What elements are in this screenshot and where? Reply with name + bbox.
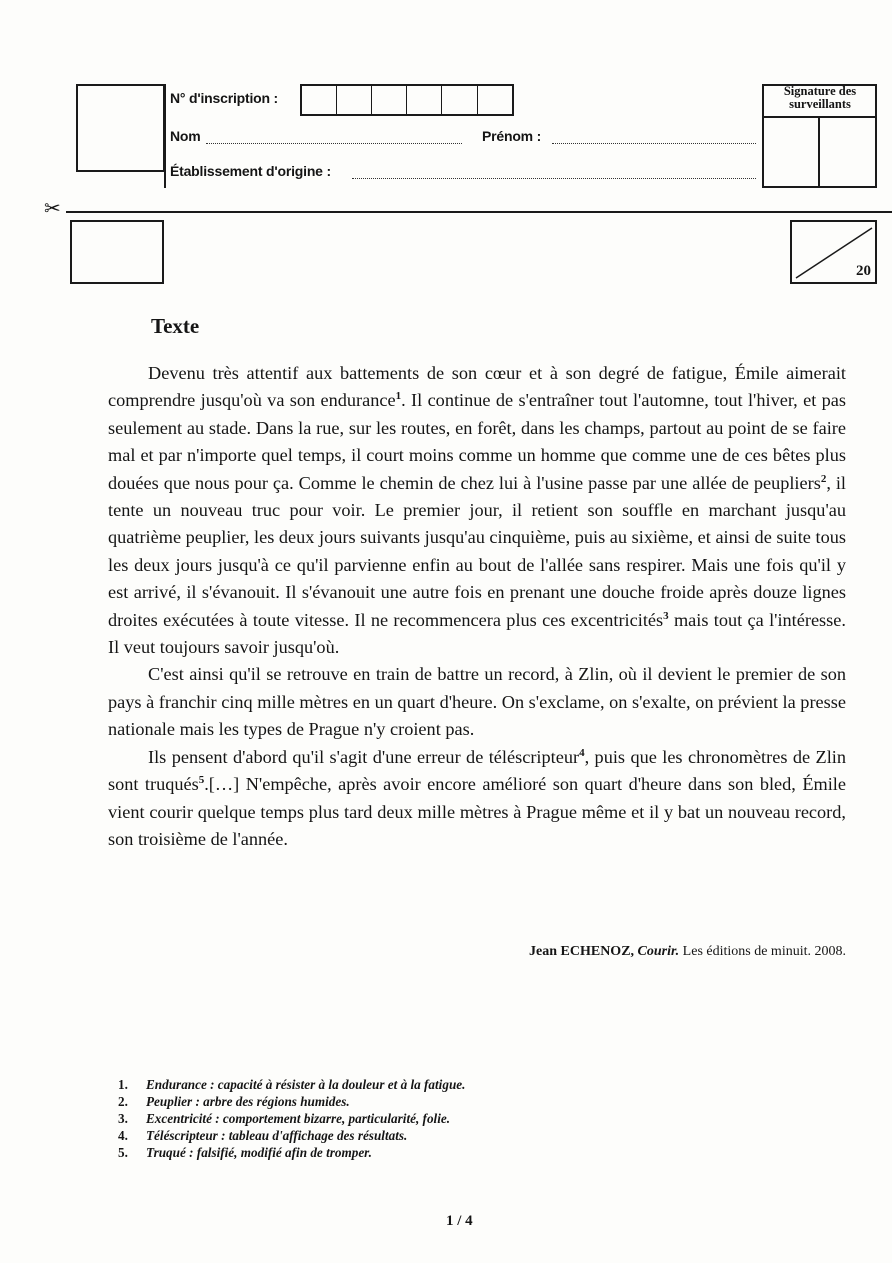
signature-label: Signature des surveillants [783, 84, 857, 111]
citation-author: Jean ECHENOZ, [529, 944, 635, 959]
citation [529, 944, 846, 960]
footnote-ref: 4 [579, 746, 585, 759]
paragraph-2: C'est ainsi qu'il se retrouve en train de battre un record, à Zlin, où il devient le premier de son pays à franchir cinq mille mètres en un quart d'heure. On s'exclame, on s'exalte, on prévient la presse nationale mais les types de Prague n'y croient pas. [108, 664, 846, 740]
score-box [790, 220, 877, 284]
score-total: 20 [856, 263, 871, 279]
footnote-item: 5. Truqué : falsifié, modifié afin de tromper. [118, 1145, 372, 1160]
etablissement-label: Établissement d'origine : [170, 163, 331, 179]
signature-col-divider [818, 116, 820, 188]
citation-publisher: Les éditions de minuit. 2008. [682, 944, 846, 959]
page-number: 1 / 4 [446, 1213, 473, 1229]
section-title: Texte [151, 314, 200, 338]
inscription-label: N° d'inscription : [170, 90, 278, 106]
nom-label: Nom [170, 128, 201, 144]
cut-line [66, 211, 892, 213]
scissors-icon: ✂ [44, 198, 61, 220]
footnote-item: 3. Excentricité : comportement bizarre, particularité, folie. [118, 1111, 451, 1126]
code-box [70, 220, 164, 284]
header-info-border [164, 84, 166, 188]
text-body [108, 360, 846, 853]
etablissement-field[interactable] [352, 178, 756, 179]
paragraph-3: Ils pensent d'abord qu'il s'agit d'une erreur de téléscripteur$^4$, puis que les chronomètres de Zlin sont truqués$^5$.[…] N'empêche, après avoir encore amélioré son quart d'heure dans son bled, Émile vient courir quelque temps plus tard deux mille mètres à Prague même et il y bat un nouveau record, son troisième de l'année. [108, 746, 846, 849]
footnote-item: 2. Peuplier : arbre des régions humides. [118, 1094, 350, 1109]
footnote-item: 4. Téléscripteur : tableau d'affichage des résultats. [118, 1128, 408, 1143]
footnote-ref: 1 [395, 390, 402, 403]
inscription-digit-cell [406, 84, 442, 116]
signature-divider [762, 116, 877, 118]
inscription-digit-cell [371, 84, 407, 116]
prenom-label: Prénom : [482, 128, 542, 144]
header-left-box [76, 84, 165, 172]
paragraph-1: Devenu très attentif aux battements de son cœur et à son degré de fatigue, Émile aimerait comprendre jusqu'où va son endurance$^1$. Il continue de s'entraîner tout l'automne, tout l'hiver, et pas seulement au stade. Dans la rue, sur les routes, en forêt, dans les champs, partout au point de se faire mal et par n'importe quel temps, il court moins comme un homme que comme une de ces bêtes plus douées que nous pour ça. Comme le chemin de chez lui à l'usine passe par une allée de peupliers$^2$, il tente un nouveau truc pour voir. Le premier jour, il retient son souffle en marchant jusqu'au quatrième peuplier, les deux jours suivants jusqu'au cinquième, puis au sixième, et ainsi de suite tous les deux jours jusqu'à ce qu'il parvienne enfin au bout de l'allée sans respirer. Mais une fois qu'il y est arrivé, il s'évanouit. Il s'évanouit une autre fois en prenant une douche froide après douze lignes droites exécutées à toute vitesse. Il ne recommencera plus ces excentricités$^3$ mais tout ça l'intéresse. Il veut toujours savoir jusqu'où. [108, 363, 847, 658]
inscription-digit-cell [441, 84, 477, 116]
inscription-digit-cell [336, 84, 372, 116]
footnote-ref: 5 [198, 774, 205, 786]
citation-work: Courir. [637, 944, 680, 959]
footnote-ref: 3 [663, 609, 669, 622]
inscription-digit-cell [477, 84, 513, 116]
footnote-ref: 2 [820, 472, 827, 485]
prenom-field[interactable] [552, 143, 756, 144]
footnote-item: 1. Endurance : capacité à résister à la douleur et à la fatigue. [118, 1077, 466, 1092]
nom-field[interactable] [206, 143, 462, 144]
